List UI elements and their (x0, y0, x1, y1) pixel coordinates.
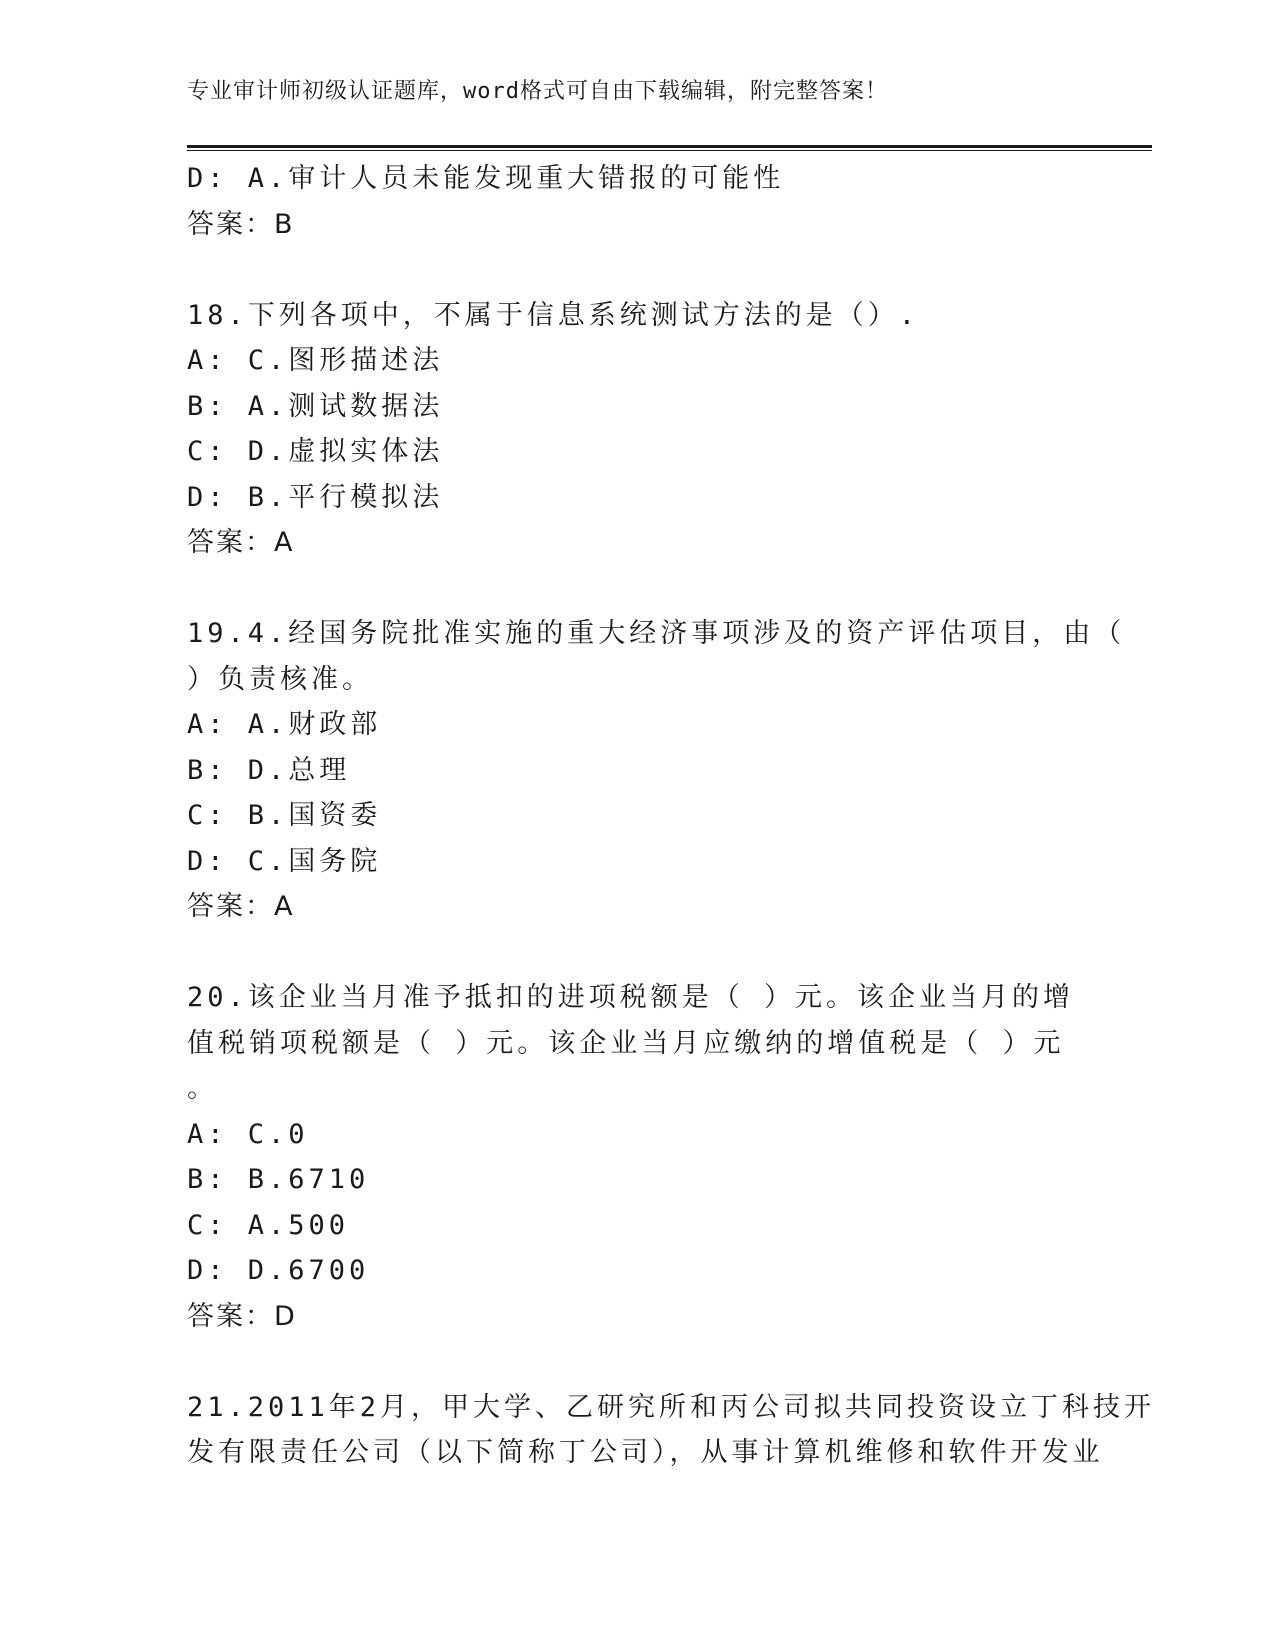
option-line: B: B.6710 (187, 1164, 370, 1195)
header-rule-thick (187, 145, 1152, 148)
option-line: B: D.总理 (187, 754, 351, 786)
answer-line: 答案：B (187, 208, 295, 240)
question-text: 。 (187, 1073, 218, 1104)
question-text: 18.下列各项中，不属于信息系统测试方法的是（）. (187, 299, 920, 331)
answer-line: 答案：A (187, 527, 295, 558)
option-line: C: A.500 (187, 1209, 350, 1241)
page-header: 专业审计师初级认证题库，word格式可自由下载编辑，附完整答案！ (187, 79, 888, 104)
option-line: D: D.6700 (187, 1255, 370, 1286)
question-text: 值税销项税额是（ ）元。该企业当月应缴纳的增值税是（ ）元 (187, 1027, 1065, 1059)
question-content (187, 156, 1156, 1476)
question-block (187, 293, 1087, 566)
header-rule-thin (187, 150, 1152, 151)
option-line: A: C.0 (187, 1118, 309, 1150)
question-block (187, 611, 1126, 930)
question-text: 21.2011年2月，甲大学、乙研究所和丙公司拟共同投资设立丁科技开 (187, 1391, 1156, 1423)
option-line: A: C.图形描述法 (187, 345, 444, 376)
option-line: D: A.审计人员未能发现重大错报的可能性 (187, 163, 785, 194)
answer-line: 答案：D (187, 1300, 297, 1332)
option-line: B: A.测试数据法 (187, 390, 444, 422)
option-line: A: A.财政部 (187, 709, 382, 740)
question-block (187, 1385, 1156, 1476)
option-line: D: C.国务院 (187, 845, 382, 877)
option-line: D: B.平行模拟法 (187, 481, 444, 513)
question-block (187, 975, 1087, 1339)
question-block (187, 156, 1087, 247)
option-line: C: B.国资委 (187, 800, 382, 831)
question-text: 发有限责任公司（以下简称丁公司），从事计算机维修和软件开发业 (187, 1437, 1104, 1468)
answer-line: 答案：A (187, 891, 295, 922)
option-line: C: D.虚拟实体法 (187, 436, 444, 467)
question-text: 20.该企业当月准予抵扣的进项税额是（ ）元。该企业当月的增 (187, 982, 1075, 1013)
question-text: ）负责核准。 (187, 663, 373, 695)
question-text: 19.4.经国务院批准实施的重大经济事项涉及的资产评估项目，由（ (187, 618, 1126, 649)
